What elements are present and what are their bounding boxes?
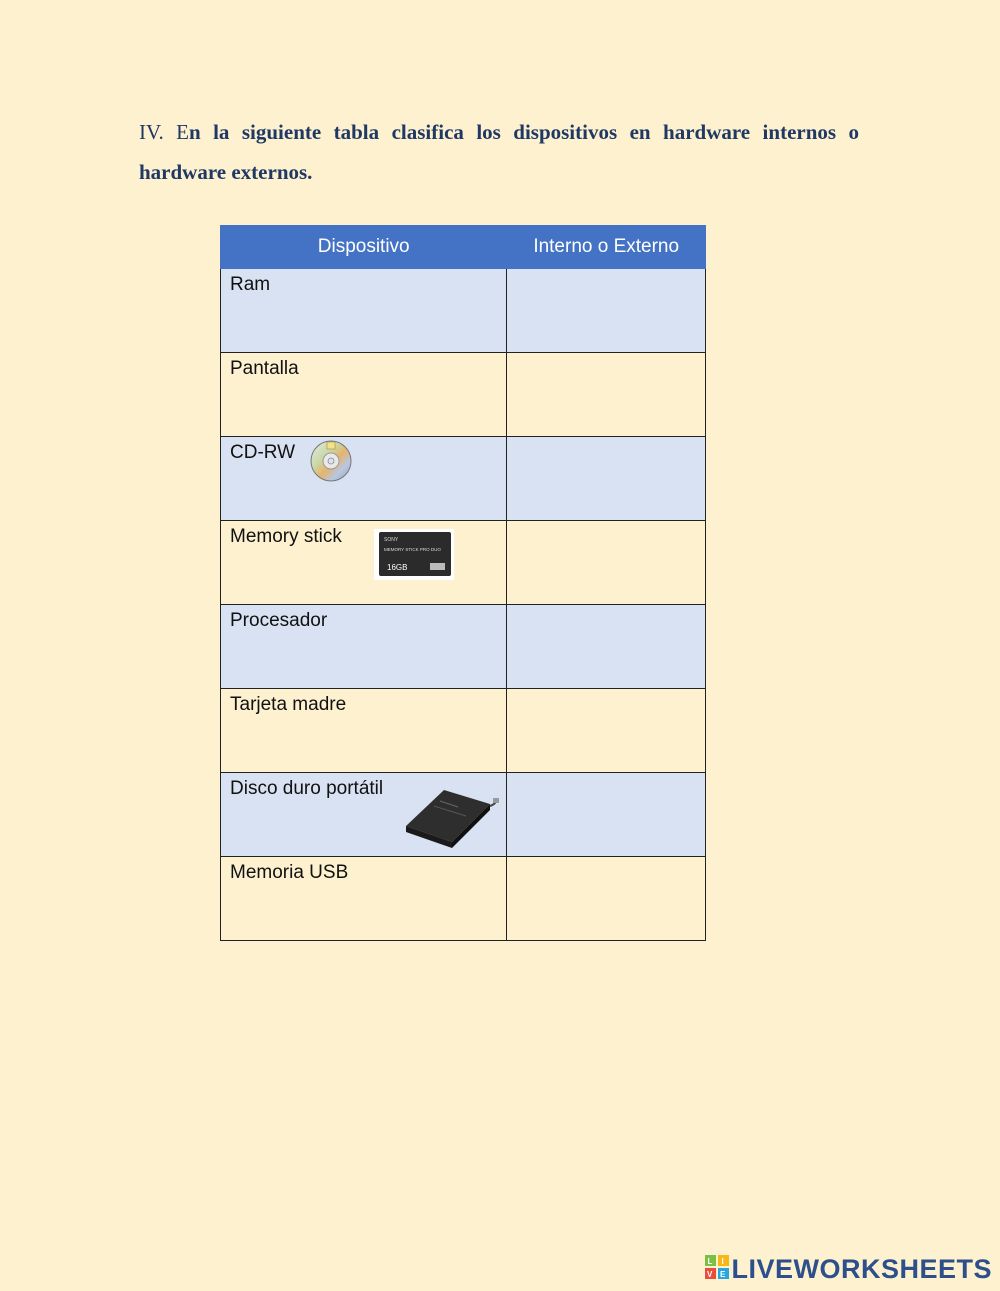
table-row bbox=[221, 689, 706, 773]
memory-stick-icon bbox=[374, 529, 454, 586]
device-cell bbox=[221, 773, 507, 857]
answer-cell[interactable] bbox=[507, 353, 706, 437]
table-row bbox=[221, 605, 706, 689]
svg-text:V: V bbox=[707, 1270, 713, 1279]
table-row bbox=[221, 353, 706, 437]
device-cell bbox=[221, 689, 507, 773]
brand-name: LIVEWORKSHEETS bbox=[731, 1254, 992, 1284]
instruction-number: IV. E bbox=[139, 120, 189, 144]
answer-cell[interactable] bbox=[507, 605, 706, 689]
table-row bbox=[221, 437, 706, 521]
answer-field[interactable] bbox=[507, 437, 705, 520]
device-label: Memoria USB bbox=[230, 862, 349, 883]
device-cell bbox=[221, 605, 507, 689]
header-dispositivo: Dispositivo bbox=[221, 226, 507, 269]
table-row bbox=[221, 269, 706, 353]
table-header-row bbox=[221, 226, 706, 269]
answer-cell[interactable] bbox=[507, 269, 706, 353]
live-squares-icon bbox=[705, 1255, 729, 1284]
instruction-text bbox=[139, 112, 859, 192]
answer-cell[interactable] bbox=[507, 521, 706, 605]
table-row bbox=[221, 773, 706, 857]
device-label: CD-RW bbox=[230, 442, 296, 463]
memory-stick-brand: SONY bbox=[384, 537, 399, 543]
svg-text:E: E bbox=[720, 1270, 726, 1279]
cd-disc-icon bbox=[309, 439, 353, 489]
device-cell bbox=[221, 521, 507, 605]
svg-text:L: L bbox=[707, 1257, 713, 1266]
header-interno-externo: Interno o Externo bbox=[507, 226, 706, 269]
answer-cell[interactable] bbox=[507, 773, 706, 857]
device-cell bbox=[221, 857, 507, 941]
device-label: Tarjeta madre bbox=[230, 694, 347, 715]
answer-cell[interactable] bbox=[507, 857, 706, 941]
device-label: Memory stick bbox=[230, 526, 342, 547]
answer-cell[interactable] bbox=[507, 437, 706, 521]
device-label: Procesador bbox=[230, 610, 328, 631]
memory-stick-capacity: 16GB bbox=[387, 563, 408, 572]
device-classification-table bbox=[220, 225, 706, 941]
answer-field[interactable] bbox=[507, 353, 705, 436]
device-cell bbox=[221, 353, 507, 437]
table-row bbox=[221, 521, 706, 605]
instruction-body: n la siguiente tabla clasifica los dispositivos en hardware internos o hardware externos. bbox=[139, 120, 859, 184]
portable-hard-drive-icon bbox=[404, 786, 500, 856]
memory-stick-model: MEMORY STICK PRO DUO bbox=[384, 547, 441, 552]
answer-field[interactable] bbox=[507, 521, 705, 604]
device-cell bbox=[221, 269, 507, 353]
table-row bbox=[221, 857, 706, 941]
device-label: Ram bbox=[230, 274, 271, 295]
device-label: Disco duro portátil bbox=[230, 778, 384, 799]
answer-field[interactable] bbox=[507, 269, 705, 352]
device-cell bbox=[221, 437, 507, 521]
answer-field[interactable] bbox=[507, 689, 705, 772]
answer-cell[interactable] bbox=[507, 689, 706, 773]
svg-text:I: I bbox=[721, 1257, 725, 1266]
liveworksheets-logo bbox=[705, 1254, 992, 1285]
answer-field[interactable] bbox=[507, 773, 705, 856]
device-label: Pantalla bbox=[230, 358, 299, 379]
answer-field[interactable] bbox=[507, 605, 705, 688]
answer-field[interactable] bbox=[507, 857, 705, 940]
